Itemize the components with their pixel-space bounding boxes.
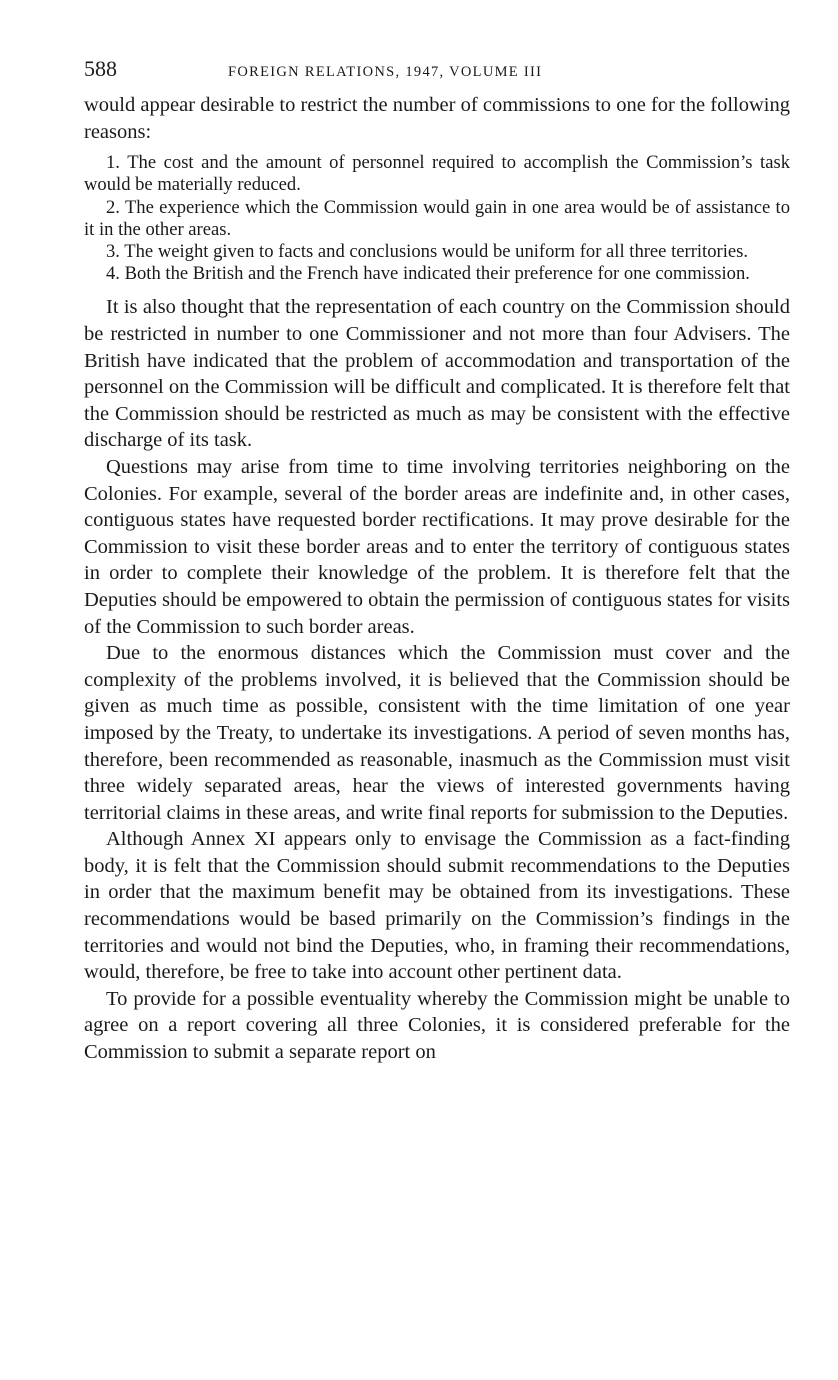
list-item-number: 1. <box>106 152 120 174</box>
list-item-text: The experience which the Commission would gain in one area would be of assistance to it in the other areas. <box>84 196 791 240</box>
list-item-text: Both the British and the French have indicated their preference for one commission. <box>124 263 750 285</box>
running-head: FOREIGN RELATIONS, 1947, VOLUME III <box>228 64 543 80</box>
body-paragraph: Although Annex XI appears only to envisage the Commission as a fact-finding body, it is felt that the Commission should submit recommendations to the Deputies in order that the maximum benefit may be obtained from its investigations. These recommendations would be based primarily on the Commission’s findings in the territories and would not bind the Deputies, who, in framing their recommendations, would, therefore, be free to take into account other pertinent data. <box>84 828 790 984</box>
list-item-text: The cost and the amount of personnel required to accomplish the Commission’s task would be materially reduced. <box>84 152 791 196</box>
list-item <box>84 197 790 241</box>
intro-paragraph: would appear desirable to restrict the number of commissions to one for the following reasons: <box>84 94 790 143</box>
body-paragraph: Due to the enormous distances which the Commission must cover and the complexity of the problems involved, it is believed that the Commission should be given as much time as possible, consistent with the time limitation of one year imposed by the Treaty, to undertake its investigations. A period of seven months has, therefore, been recommended as reasonable, inasmuch as the Commission must visit three widely separated areas, hear the views of interested governments having territorial claims in these areas, and write final reports for submission to the Deputies. <box>84 642 790 824</box>
page-number: 588 <box>84 56 117 81</box>
list-item-text: The weight given to facts and conclusions would be uniform for all three territories. <box>124 241 749 262</box>
list-item <box>84 241 790 263</box>
list-item <box>84 263 790 285</box>
body-paragraph: To provide for a possible eventuality whereby the Commission might be unable to agree on a report covering all three Colonies, it is considered preferable for the Commission to submit a separate report on <box>84 987 790 1064</box>
list-item-number: 4. <box>106 263 120 285</box>
list-item-number: 2. <box>106 196 120 218</box>
reasons-list <box>84 152 790 285</box>
list-item-number: 3. <box>106 241 120 262</box>
body-paragraph: It is also thought that the representation of each country on the Commission should be restricted in number to one Commissioner and not more than four Advisers. The British have indicated that the problem of accommodation and transportation of the personnel on the Commission will be difficult and complicated. It is therefore felt that the Commission should be restricted as much as may be consistent with the effective discharge of its task. <box>84 296 790 452</box>
list-item <box>84 152 790 196</box>
body-paragraph: Questions may arise from time to time involving territories neighboring on the Colonies. For example, several of the border areas are indefinite and, in other cases, contiguous states have requested border rectifications. It may prove desirable for the Commission to visit these border areas and to enter the territory of contiguous states in order to complete their knowledge of the problem. It is therefore felt that the Deputies should be empowered to obtain the permission of contiguous states for visits of the Commission to such border areas. <box>84 455 790 638</box>
document-page <box>84 56 790 1066</box>
page-header <box>84 56 790 86</box>
